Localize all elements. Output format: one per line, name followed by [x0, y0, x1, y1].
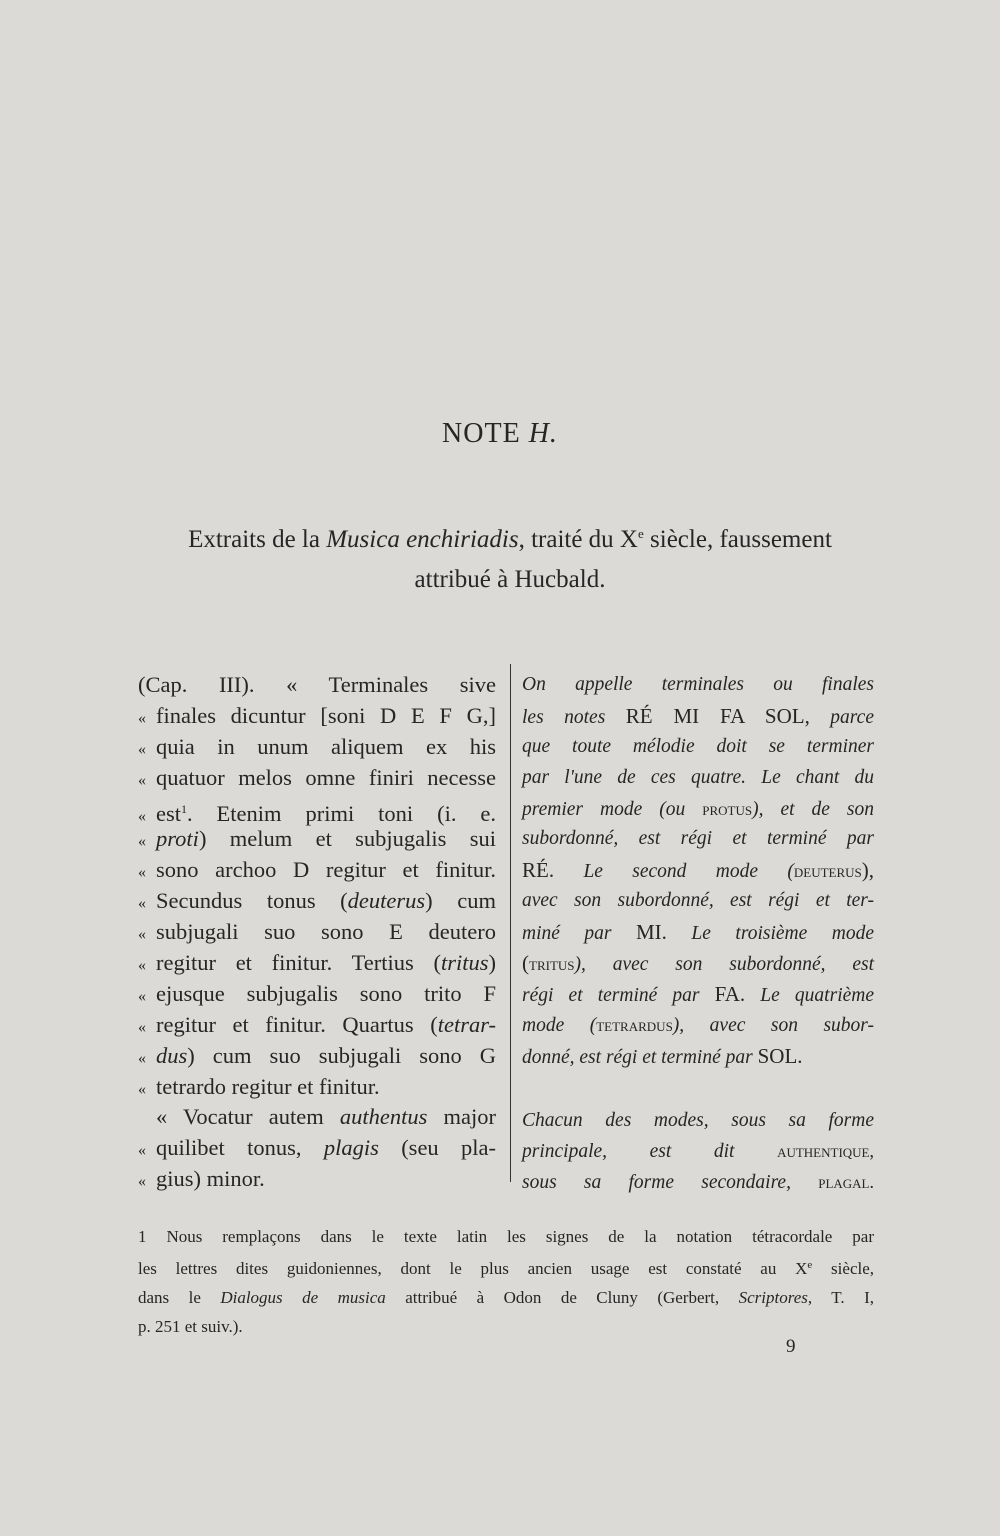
french-line: par l'une de ces quatre. Le chant du: [522, 766, 874, 788]
french-line: les notes RÉ MI FA SOL, parce: [522, 703, 874, 728]
latin-line: « regitur et finitur. Tertius (tritus): [138, 950, 496, 976]
latin-line: « quilibet tonus, plagis (seu pla-: [138, 1135, 497, 1161]
column-divider: [510, 664, 511, 1182]
latin-line: « finales dicuntur [soni D E F G,]: [138, 702, 496, 728]
latin-line: « subjugali suo sono E deutero: [138, 919, 496, 945]
french-line: mode (tetrardus), avec son subor-: [522, 1014, 874, 1036]
french-line: que toute mélodie doit se terminer: [522, 735, 874, 757]
french-line: (tritus), avec son subordonné, est: [522, 951, 874, 976]
latin-line: « proti) melum et subjugalis sui: [138, 826, 496, 852]
french-line: subordonné, est régi et terminé par: [522, 828, 874, 850]
french-line: avec son subordonné, est régi et ter-: [522, 890, 874, 912]
work-title: Musica enchiriadis: [326, 526, 519, 553]
french-line: On appelle terminales ou finales: [522, 674, 874, 695]
french-column: [522, 670, 874, 1198]
page-number: 9: [786, 1336, 796, 1357]
latin-line: (Cap. III). « Terminales sive: [138, 672, 496, 697]
latin-line: « tetrardo regitur et finitur.: [138, 1073, 380, 1099]
french-line: sous sa forme secondaire, plagal.: [522, 1172, 874, 1194]
latin-line: « est$^1$. Etenim primi toni (i. e.: [138, 800, 496, 826]
french-line: premier mode (ou protus), et de son: [522, 798, 875, 820]
footnote: 1 Nous remplaçons dans le texte latin les signes de la notation tétracordale par les lettres dites guidoniennes, dont le plus ancien usage est constaté au Xe siècle, dans le Dialogus de musica attribué à Odon de Cluny (Gerbert, Scriptores, T. I, p. 251 et suiv.).: [138, 1227, 875, 1336]
french-line: RÉ. Le second mode (deuterus),: [522, 858, 874, 883]
latin-column: [138, 670, 496, 1195]
subtitle: Extraits de la Musica enchiriadis, traité du Xe siècle, faussement attribué à Hucbald.: [188, 526, 832, 593]
latin-line: « Secundus tonus (deuterus) cum: [138, 888, 496, 914]
latin-line: « quia in unum aliquem ex his: [138, 733, 496, 759]
latin-line: « Vocatur autem authentus major: [156, 1104, 496, 1130]
french-line: donné, est régi et terminé par SOL.: [522, 1043, 803, 1068]
latin-line: « sono archoo D regitur et finitur.: [138, 857, 496, 883]
latin-line: « gius) minor.: [138, 1166, 265, 1192]
french-line: principale, est dit authentique,: [522, 1141, 874, 1163]
latin-line: « quatuor melos omne finiri necesse: [138, 764, 496, 790]
french-line: miné par MI. Le troisième mode: [522, 920, 874, 945]
note-title: NOTE H.: [442, 418, 558, 449]
footnote-ref: 1: [181, 801, 187, 816]
latin-line: « ejusque subjugalis sono trito F: [138, 980, 496, 1006]
french-line: Chacun des modes, sous sa forme: [522, 1109, 874, 1131]
french-line: régi et terminé par FA. Le quatrième: [522, 981, 874, 1006]
latin-line: « regitur et finitur. Quartus (tetrar-: [138, 1011, 496, 1037]
latin-line: « dus) cum suo subjugali sono G: [138, 1042, 496, 1068]
